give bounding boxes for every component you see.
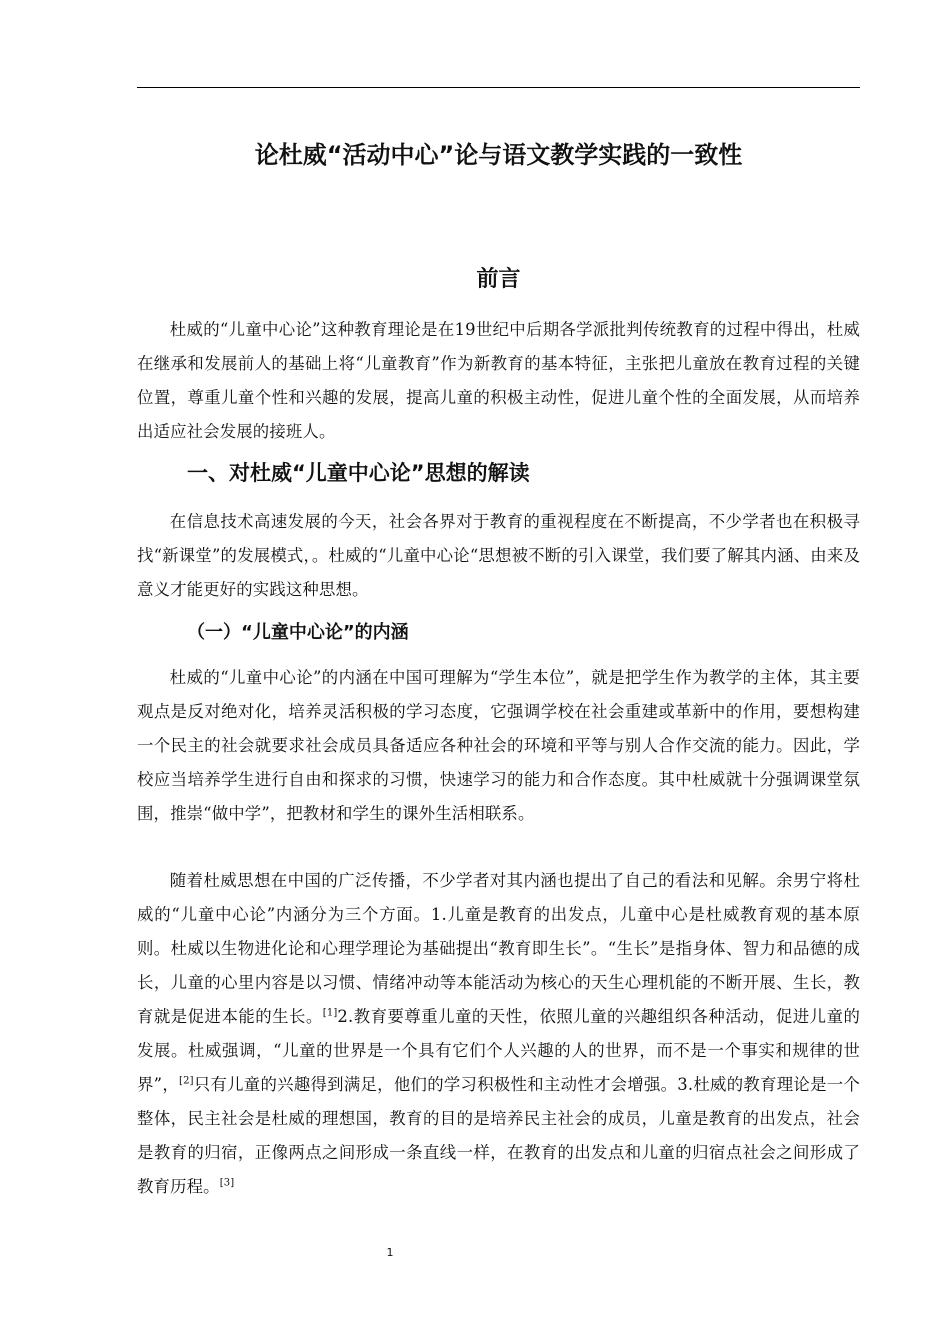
section-heading: 一、对杜威“儿童中心论”思想的解读 bbox=[187, 461, 530, 485]
header-rule bbox=[137, 87, 860, 88]
citation-marker: [2] bbox=[179, 1075, 194, 1087]
preface-heading: 前言 bbox=[476, 267, 521, 292]
citation-marker: [1] bbox=[322, 1007, 338, 1019]
page-number: 1 bbox=[386, 1246, 394, 1259]
paragraph-text-segment: 只有儿童的兴趣得到满足，他们的学习积极性和主动性才会增强。3.杜威的教育理论是一个整体，民主社会是杜威的理想国，教育的目的是培养民主社会的成员，儿童是教育的出发点，社会是教育的归宿，正像两点之间形成一条直线一样，在教育的出发点和儿童的归宿点社会之间形成了教育历程。 bbox=[137, 1075, 860, 1196]
document-title: 论杜威“活动中心”论与语文教学实践的一致性 bbox=[254, 141, 743, 169]
paragraph-text-segment: 2.教育要尊重儿童的天性，依照儿童的兴趣组织各种活动，促进儿童的发展。杜威强调，“儿童的世界是一个具有它们个人兴趣的人的世界，而不是一个事实和规律的世界”， bbox=[137, 1007, 860, 1094]
preface-paragraph: 杜威的“儿童中心论”这种教育理论是在19世纪中后期各学派批判传统教育的过程中得出，杜威在继承和发展前人的基础上将“儿童教育”作为新教育的基本特征，主张把儿童放在教育过程的关键位置，尊重儿童个性和兴趣的发展，提高儿童的积极主动性，促进儿童个性的全面发展，从而培养出适应社会发展的接班人。 bbox=[137, 320, 860, 441]
subsection-heading: （一）“儿童中心论”的内涵 bbox=[187, 622, 409, 643]
paragraph-text-segment: 随着杜威思想在中国的广泛传播，不少学者对其内涵也提出了自己的看法和见解。余男宁将杜威的“儿童中心论”内涵分为三个方面。1.儿童是教育的出发点，儿童中心是杜威教育观的基本原则。杜威以生物进化论和心理学理论为基础提出“教育即生长”。“生长”是指身体、智力和品德的成长，儿童的心里内容是以习惯、情绪冲动等本能活动为核心的天生心理机能的不断开展、生长，教育就是促进本能的生长。 bbox=[137, 871, 860, 1026]
subsection-paragraph-1: 杜威的“儿童中心论”的内涵在中国可理解为“学生本位”，就是把学生作为教学的主体，其主要观点是反对绝对化，培养灵活积极的学习态度，它强调学校在社会重建或革新中的作用，要想构建一个民主的社会就要求社会成员具备适应各种社会的环境和平等与别人合作交流的能力。因此，学校应当培养学生进行自由和探求的习惯，快速学习的能力和合作态度。其中杜威就十分强调课堂氛围，推崇“做中学”，把教材和学生的课外生活相联系。 bbox=[137, 668, 860, 823]
citation-marker: [3] bbox=[219, 1177, 235, 1189]
subsection-paragraph-2 bbox=[137, 864, 860, 1204]
section-paragraph: 在信息技术高速发展的今天，社会各界对于教育的重视程度在不断提高，不少学者也在积极寻找“新课堂”的发展模式，。杜威的“儿童中心论“思想被不断的引入课堂，我们要了解其内涵、由来及意义才能更好的实践这种思想。 bbox=[137, 512, 860, 599]
